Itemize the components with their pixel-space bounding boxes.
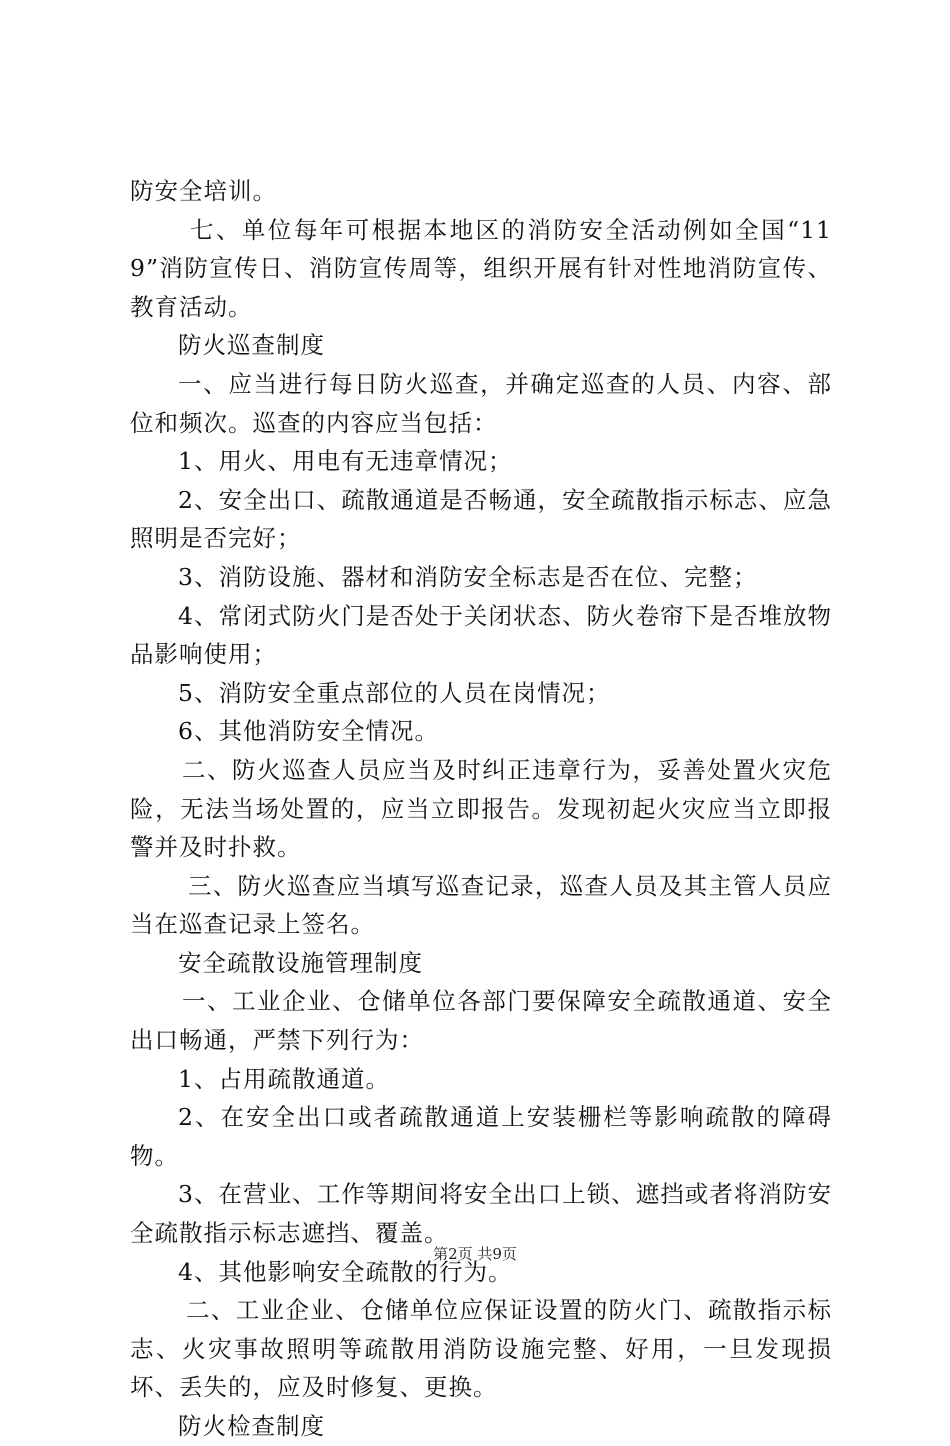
paragraph: 4、常闭式防火门是否处于关闭状态、防火卷帘下是否堆放物品影响使用； xyxy=(130,601,832,669)
paragraph: 防火检查制度 xyxy=(178,1412,325,1440)
paragraph: 防安全培训。 xyxy=(130,177,277,205)
paragraph: 1、占用疏散通道。 xyxy=(178,1064,390,1093)
paragraph: 七、单位每年可根据本地区的消防安全活动例如全国“119”消防宣传日、消防宣传周等，组织开展有针对性地消防宣传、教育活动。 xyxy=(130,215,832,321)
paragraph: 5、消防安全重点部位的人员在岗情况； xyxy=(178,678,611,707)
paragraph: 6、其他消防安全情况。 xyxy=(178,717,439,746)
paragraph: 2、安全出口、疏散通道是否畅通，安全疏散指示标志、应急照明是否完好； xyxy=(130,485,832,553)
paragraph: 1、用火、用电有无违章情况； xyxy=(178,447,513,476)
paragraph: 一、工业企业、仓储单位各部门要保障安全疏散通道、安全出口畅通，严禁下列行为： xyxy=(130,987,832,1055)
paragraph: 3、消防设施、器材和消防安全标志是否在位、完整； xyxy=(178,562,758,591)
page-footer: 第2页 共9页 xyxy=(433,1245,517,1263)
paragraph: 一、应当进行每日防火巡查，并确定巡查的人员、内容、部位和频次。巡查的内容应当包括： xyxy=(130,369,832,437)
paragraph: 二、防火巡查人员应当及时纠正违章行为，妥善处置火灾危险，无法当场处置的，应当立即报告。发现初起火灾应当立即报警并及时扑救。 xyxy=(130,755,832,862)
paragraph: 三、防火巡查应当填写巡查记录，巡查人员及其主管人员应当在巡查记录上签名。 xyxy=(130,871,832,939)
paragraph: 二、工业企业、仓储单位应保证设置的防火门、疏散指示标志、火灾事故照明等疏散用消防设施完整、好用，一旦发现损坏、丢失的，应及时修复、更换。 xyxy=(130,1296,832,1402)
paragraph: 防火巡查制度 xyxy=(178,331,325,360)
paragraph: 3、在营业、工作等期间将安全出口上锁、遮挡或者将消防安全疏散指示标志遮挡、覆盖。 xyxy=(130,1180,832,1248)
paragraph: 2、在安全出口或者疏散通道上安装栅栏等影响疏散的障碍物。 xyxy=(130,1103,832,1170)
paragraph: 安全疏散设施管理制度 xyxy=(178,948,423,977)
paragraph: 4、其他影响安全疏散的行为。 xyxy=(178,1257,513,1286)
